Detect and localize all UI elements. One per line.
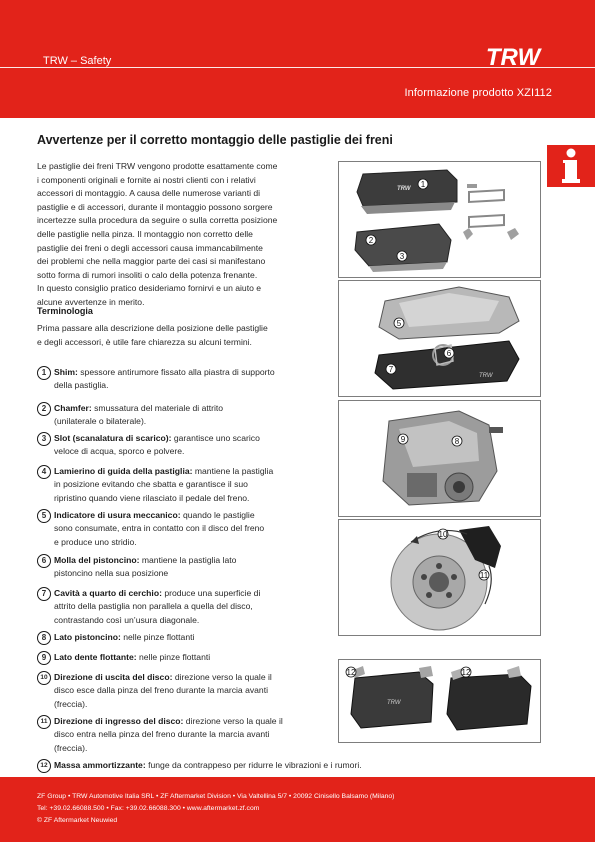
footer-contact: Tel: +39.02.66088.500 • Fax: +39.02.66088.300 • www.aftermarket.zf.com: [37, 805, 260, 812]
svg-text:9: 9: [400, 435, 406, 444]
term-description: (unilaterale o bilaterale).: [54, 416, 147, 427]
term-description: veloce di acqua, sporco e polvere.: [54, 446, 185, 457]
term-name: Lato dente flottante:: [54, 652, 137, 662]
terminology-intro-line: e degli accessori, è utile fare chiarezza su alcuni termini.: [37, 336, 252, 347]
footer-banner: [0, 777, 595, 842]
svg-text:5: 5: [396, 319, 402, 328]
term-number: 4: [37, 465, 51, 479]
term-number: 8: [37, 631, 51, 645]
footer-address: ZF Group • TRW Automotive Italia SRL • ZF Aftermarket Division • Via Valtellina 5/7 • 20092 Cinisello Balsamo (Milano): [37, 793, 395, 800]
term-description: (freccia).: [54, 742, 88, 753]
brake-disc-photo: [338, 519, 541, 636]
page-title: Avvertenze per il corretto montaggio delle pastiglie dei freni: [37, 133, 393, 147]
term-description: quando le pastiglie: [180, 510, 255, 520]
intro-line: pastiglie dei freni o degli accessori causa immancabilmente: [37, 242, 263, 253]
pad-brand-mark-2: TRW: [479, 373, 493, 379]
term-description: nelle pinze flottanti: [136, 652, 211, 662]
term-name: Lamierino di guida della pastiglia:: [54, 466, 193, 476]
term-number: 3: [37, 432, 51, 446]
svg-text:12: 12: [461, 668, 471, 677]
term-description: (freccia).: [54, 698, 88, 709]
term-number: 6: [37, 554, 51, 568]
svg-text:6: 6: [446, 349, 452, 358]
intro-line: accessori di montaggio. A causa delle numerose varianti di: [37, 188, 261, 199]
pad-brand-mark: TRW: [397, 186, 411, 192]
term-description: disco esce dalla pinza del freno durante la marcia avanti: [54, 685, 269, 696]
callout-2: 2: [368, 236, 374, 245]
term-number: 2: [37, 402, 51, 416]
intro-line: i componenti originali e fornite ai nostri clienti con i relativi: [37, 174, 256, 185]
terminology-heading: Terminologia: [37, 306, 93, 316]
term-number: 7: [37, 587, 51, 601]
term-description: della pastiglia.: [54, 380, 109, 391]
intro-line: pastiglie e di accessori, durante il montaggio possono sorgere: [37, 201, 273, 212]
term-name: Massa ammortizzante:: [54, 760, 146, 770]
svg-text:10: 10: [438, 530, 448, 539]
term-description: produce una superficie di: [161, 588, 261, 598]
term-name: Direzione di ingresso del disco:: [54, 716, 184, 726]
term-number: 9: [37, 651, 51, 665]
term-description: attrito della pastiglia non parallela a quella del disco,: [54, 601, 253, 612]
logo-text: TRW: [485, 44, 541, 71]
intro-line: dei problemi che nella maggior parte dei casi si manifestano: [37, 256, 266, 267]
intro-line: delle pastiglie nella pinza. Il montaggio non corretto delle: [37, 228, 253, 239]
term-name: Direzione di uscita del disco:: [54, 672, 173, 682]
pad-brand-mark-3: TRW: [387, 700, 401, 706]
term-name: Slot (scanalatura di scarico):: [54, 433, 172, 443]
brake-pads-photo: [338, 161, 541, 278]
term-number: 10: [37, 671, 51, 685]
intro-paragraph: [37, 160, 317, 310]
term-description: pistoncino nella sua posizione: [54, 568, 169, 579]
term-description: disco entra nella pinza del freno durante la marcia avanti: [54, 729, 270, 740]
term-name: Lato pistoncino:: [54, 632, 121, 642]
term-name: Molla del pistoncino:: [54, 555, 140, 565]
intro-line: incertezze sulla procedura da seguire o sulla corretta posizione: [37, 215, 278, 226]
term-description: funge da contrappeso per ridurre le vibrazioni e i rumori.: [145, 760, 362, 770]
header-banner: [0, 0, 595, 118]
term-description: spessore antirumore fissato alla piastra di supporto: [77, 367, 275, 377]
intro-line: alcune avvertenze in merito.: [37, 296, 145, 307]
product-info-code: Informazione prodotto XZI112: [404, 87, 552, 99]
pads-dampers-photo: [338, 659, 541, 743]
info-icon: [547, 145, 595, 187]
term-number: 1: [37, 366, 51, 380]
terminology-intro: [37, 322, 307, 349]
svg-text:7: 7: [388, 365, 394, 374]
terminology-intro-line: Prima passare alla descrizione della posizione delle pastiglie: [37, 323, 268, 333]
brand-label: TRW – Safety: [43, 55, 112, 67]
intro-line: Le pastiglie dei freni TRW vengono prodotte esattamente come: [37, 161, 278, 171]
term-description: contrastando così un’usura diagonale.: [54, 614, 200, 625]
term-description: sono consumate, entra in contatto con il disco del freno: [54, 523, 265, 534]
term-number: 5: [37, 509, 51, 523]
term-name: Cavità a quarto di cerchio:: [54, 588, 162, 598]
term-number: 12: [37, 759, 51, 773]
footer-copyright: © ZF Aftermarket Neuwied: [37, 817, 118, 824]
trw-logo: [478, 44, 548, 74]
term-description: garantisce uno scarico: [171, 433, 260, 443]
term-number: 11: [37, 715, 51, 729]
intro-line: sotto forma di rumori insoliti o calo della potenza frenante.: [37, 269, 258, 280]
term-description: in posizione evitando che sbatta e garantisce il suo: [54, 479, 248, 490]
svg-text:11: 11: [479, 571, 489, 580]
term-description: direzione verso la quale il: [172, 672, 272, 682]
callout-3: 3: [399, 252, 405, 261]
term-name: Chamfer:: [54, 403, 92, 413]
pad-spring-photo: [338, 280, 541, 397]
term-name: Indicatore di usura meccanico:: [54, 510, 181, 520]
svg-text:8: 8: [454, 437, 460, 446]
term-name: Shim:: [54, 367, 78, 377]
term-description: nelle pinze flottanti: [120, 632, 195, 642]
term-description: mantiene la pastiglia lato: [139, 555, 237, 565]
term-description: direzione verso la quale il: [183, 716, 283, 726]
term-description: e produce uno stridio.: [54, 536, 137, 547]
svg-text:12: 12: [346, 668, 356, 677]
term-description: smussatura del materiale di attrito: [91, 403, 224, 413]
term-description: mantiene la pastiglia: [192, 466, 274, 476]
caliper-photo: [338, 400, 541, 517]
term-description: ripristino quando viene rilasciato il pedale del freno.: [54, 492, 250, 503]
intro-line: In questo consiglio pratico desideriamo fornirvi e un aiuto e: [37, 283, 262, 294]
callout-1: 1: [420, 180, 426, 189]
